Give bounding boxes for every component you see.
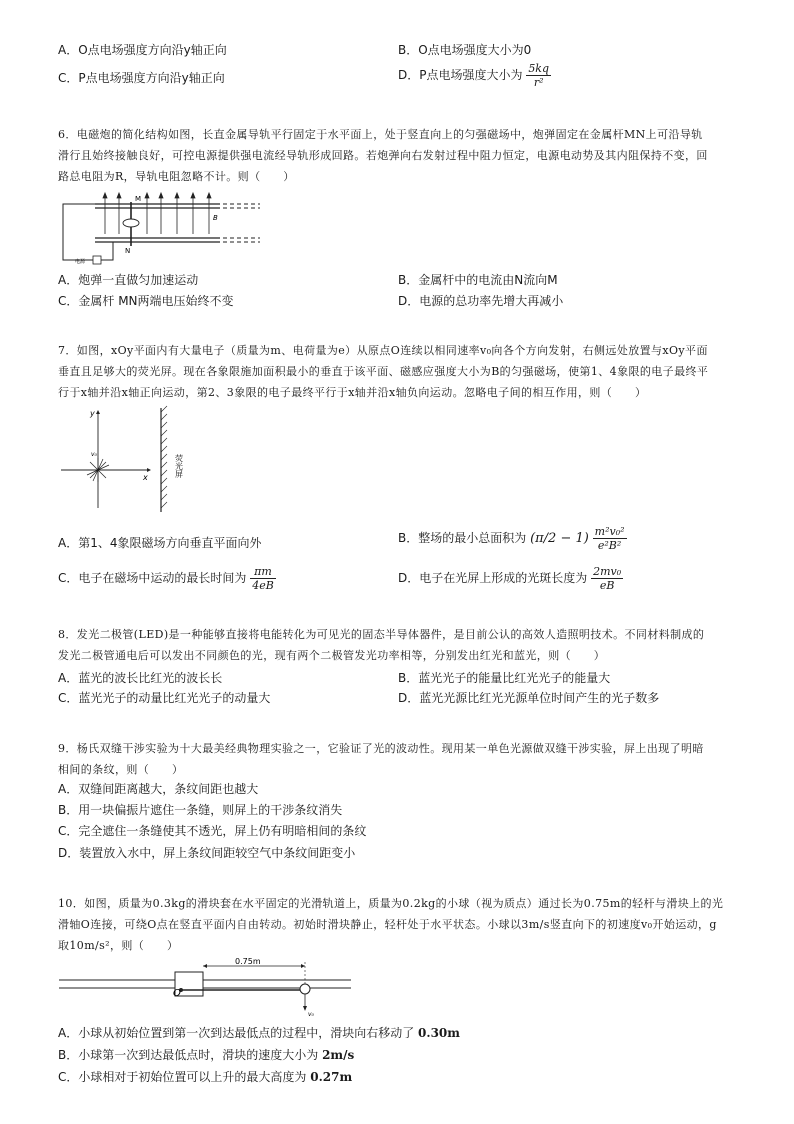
q10-option-a-value: 0.30m [418, 1026, 460, 1040]
q9-stem-line: 相间的条纹，则（ ） [58, 763, 184, 776]
q7-stem-line: 行于x轴并沿x轴正向运动，第2、3象限的电子最终平行于x轴并沿x轴负向运动。忽略电子间的相互作用，则（ ） [58, 386, 647, 399]
rod-length-label: 0.75m [235, 958, 261, 966]
q6-stem-line: 6．电磁炮的简化结构如图，长直金属导轨平行固定于水平面上，处于竖直向上的匀强磁场中，炮弹固定在金属杆MN上可沿导轨 [58, 128, 703, 141]
q5-option-c: C．P点电场强度方向沿y轴正向 [58, 71, 225, 85]
q7-option-b-expr: (π/2 − 1) [530, 531, 589, 546]
q9-option-a: A．双缝间距离越大，条纹间距也越大 [58, 782, 259, 796]
fraction-numerator: 2mv₀ [593, 565, 622, 578]
q6-option-c: C．金属杆 MN两端电压始终不变 [58, 294, 234, 308]
q10-stem-line: 滑轴O连接，可绕O点在竖直平面内自由转动。初始时滑块静止，轻杆处于水平状态。小球以3m/s竖直向下的初速度v₀开始运动，g [58, 918, 717, 931]
q8-option-d: D．蓝光光源比红光光源单位时间产生的光子数多 [398, 691, 660, 705]
q9-option-b: B．用一块偏振片遮住一条缝，则屏上的干涉条纹消失 [58, 803, 343, 817]
q10-stem-line: 10．如图，质量为0.3kg的滑块套在水平固定的光滑轨道上，质量为0.2kg的小球（视为质点）通过长为0.75m的轻杆与滑块上的光 [58, 897, 724, 910]
q8-option-c: C．蓝光光子的动量比红光光子的动量大 [58, 691, 271, 705]
radial-velocity-arrows [86, 458, 110, 482]
q7-option-a: A．第1、4象限磁场方向垂直平面向外 [58, 536, 262, 550]
projectile-icon [123, 219, 139, 227]
q8-option-a: A．蓝光的波长比红光的波长长 [58, 671, 223, 685]
q6-option-a: A．炮弹一直做匀加速运动 [58, 273, 199, 287]
fraction-denominator: r² [533, 76, 544, 89]
q6-stem-line: 路总电阻为R，导轨电阻忽略不计。则（ ） [58, 170, 295, 183]
q9-stem-line: 9．杨氏双缝干涉实验为十大最美经典物理实验之一，它验证了光的波动性。现用某一单色光源做双缝干涉实验，屏上出现了明暗 [58, 742, 704, 755]
q10-option-c-value: 0.27m [310, 1070, 353, 1084]
q7-option-b-fraction [593, 525, 627, 552]
fraction-numerator: πm [250, 565, 276, 579]
q10-slider-figure [55, 958, 355, 1020]
q8-stem-line: 发光二极管通电后可以发出不同颜色的光，现有两个二极管发光功率相等，分别发出红光和蓝光，则（ ） [58, 649, 606, 662]
q6-option-d: D．电源的总功率先增大再减小 [398, 294, 564, 308]
q10-option-b-value: 2m/s [322, 1048, 355, 1062]
q5-option-b: B．O点电场强度大小为0 [398, 43, 532, 57]
q5-option-d-prefix: D．P点电场强度大小为 [398, 68, 523, 82]
q6-stem-line: 滑行且始终接触良好，可控电源提供强电流经导轨形成回路。若炮弹向右发射过程中阻力恒定，电源电动势及其内阻保持不变，回 [58, 149, 708, 162]
q10-option-a [58, 1025, 460, 1041]
q10-option-c-text: C．小球相对于初始位置可以上升的最大高度为 [58, 1070, 307, 1084]
q10-stem-line: 取10m/s²，则（ ） [58, 939, 179, 952]
q8-stem-line: 8．发光二极管(LED)是一种能够直接将电能转化为可见光的固态半导体器件，是目前公认的高效人造照明技术。不同材料制成的 [58, 628, 705, 641]
fraction-numerator: 5kq [528, 62, 550, 75]
q5-option-d [398, 62, 551, 89]
q7-option-d [398, 565, 623, 592]
pivot-o-label: O [173, 988, 181, 999]
q9-option-d: D．装置放入水中，屏上条纹间距较空气中条纹间距变小 [58, 846, 356, 860]
screen-label: 荧光屏 [174, 454, 184, 478]
power-source-label: 电源 [75, 259, 86, 265]
label-n: N [125, 247, 131, 255]
x-axis-label: x [143, 473, 148, 482]
q10-option-b-text: B．小球第一次到达最低点时，滑块的速度大小为 [58, 1048, 319, 1062]
v0-label: v₀ [91, 451, 97, 458]
fraction-denominator: e²B² [597, 539, 622, 552]
q6-railgun-figure [55, 190, 275, 266]
q8-option-b: B．蓝光光子的能量比红光光子的能量大 [398, 671, 611, 685]
q7-option-d-prefix: D．电子在光屏上形成的光斑长度为 [398, 571, 588, 585]
ball-icon [300, 984, 310, 994]
fraction-denominator: 4eB [252, 579, 274, 592]
q5-option-d-fraction [526, 62, 551, 89]
q6-option-b: B．金属杆中的电流由N流向M [398, 273, 558, 287]
label-b: B [213, 214, 218, 222]
q7-stem-line: 7．如图，xOy平面内有大量电子（质量为m、电荷量为e）从原点O连续以相同速率v₀向各个方向发射，右侧远处放置与xOy平面 [58, 344, 708, 357]
q7-option-d-fraction [591, 565, 623, 592]
q7-option-b [398, 525, 627, 552]
q7-option-c [58, 565, 276, 592]
y-axis-label: y [90, 409, 95, 418]
q10-option-c [58, 1069, 352, 1085]
label-m: M [135, 195, 142, 203]
q10-option-a-text: A．小球从初始位置到第一次到达最低点的过程中，滑块向右移动了 [58, 1026, 415, 1040]
q7-electron-figure [55, 404, 195, 516]
q7-option-b-prefix: B．整场的最小总面积为 [398, 531, 527, 545]
power-source-icon [93, 256, 101, 264]
q10-option-b [58, 1047, 354, 1063]
q7-option-c-fraction [250, 565, 276, 592]
q7-option-c-prefix: C．电子在磁场中运动的最长时间为 [58, 571, 247, 585]
v0-label: v₀ [308, 1011, 314, 1018]
q5-option-a: A．O点电场强度方向沿y轴正向 [58, 43, 227, 57]
q7-stem-line: 垂直且足够大的荧光屏。现在各象限施加面积最小的垂直于该平面、磁感应强度大小为B的匀强磁场，使第1、4象限的电子最终平 [58, 365, 709, 378]
fraction-numerator: m²v₀² [594, 525, 625, 538]
q9-option-c: C．完全遮住一条缝使其不透光，屏上仍有明暗相间的条纹 [58, 824, 367, 838]
magnetic-field-arrows [103, 193, 211, 234]
fraction-denominator: eB [599, 579, 615, 592]
